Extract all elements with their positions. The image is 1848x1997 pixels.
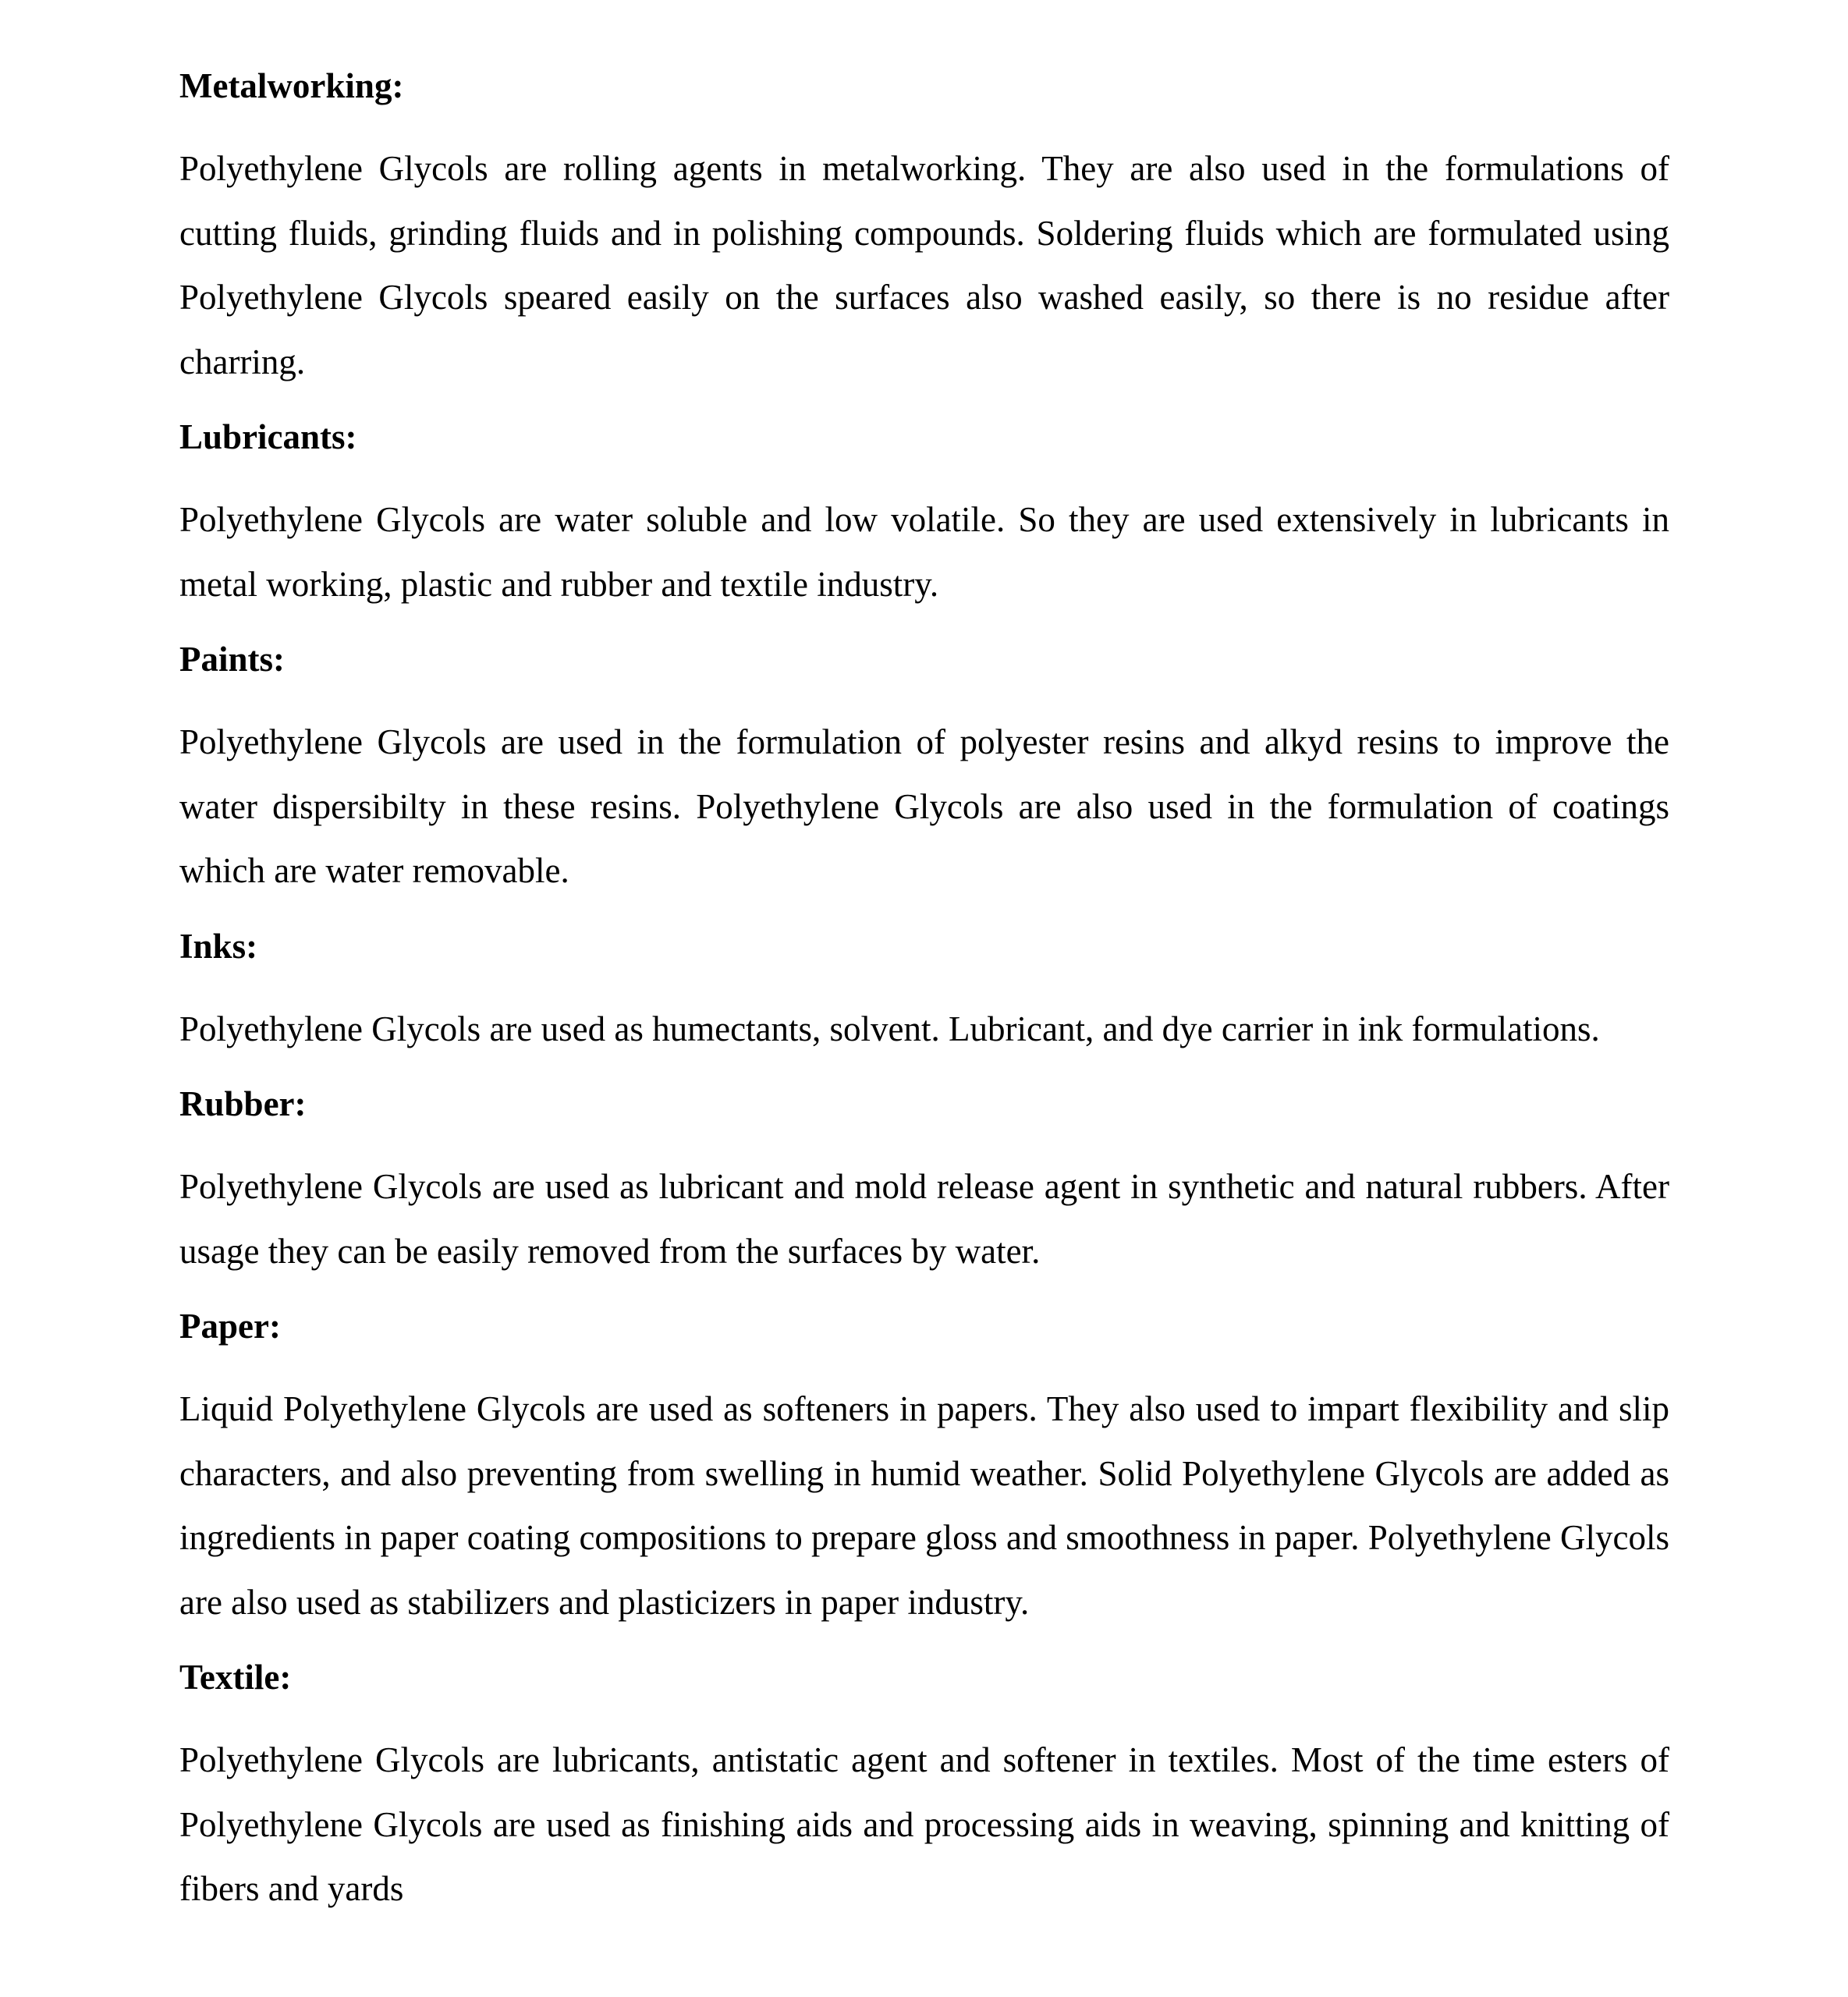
- document-page: [179, 62, 1669, 1941]
- paragraph-paper: Liquid Polyethylene Glycols are used as softeners in papers. They also used to impart flexibility and slip characters, and also preventing from swelling in humid weather. Solid Polyethylene Glycols are added as ingredients in paper coating compositions to prepare gloss and smoothness in paper. Polyethylene Glycols are also used as stabilizers and plasticizers in paper industry.: [179, 1389, 1669, 1622]
- paragraph-paints: Polyethylene Glycols are used in the formulation of polyester resins and alkyd resins to improve the water dispersibilty in these resins. Polyethylene Glycols are also used in the formulation of coatings which are water removable.: [179, 722, 1669, 890]
- paragraph-inks: Polyethylene Glycols are used as humectants, solvent. Lubricant, and dye carrier in ink formulations.: [179, 1009, 1600, 1048]
- paragraph-metalworking: Polyethylene Glycols are rolling agents in metalworking. They are also used in the formulations of cutting fluids, grinding fluids and in polishing compounds. Soldering fluids which are formulated using Polyethylene Glycols speared easily on the surfaces also washed easily, so there is no residue after charring.: [179, 149, 1669, 381]
- heading-paints: Paints:: [179, 640, 285, 679]
- paragraph-textile: Polyethylene Glycols are lubricants, antistatic agent and softener in textiles. Most of the time esters of Polyethylene Glycols are used as finishing aids and processing aids in weaving, spinning and knitting of fibers and yards: [179, 1740, 1669, 1908]
- paragraph-rubber: Polyethylene Glycols are used as lubricant and mold release agent in synthetic and natural rubbers. After usage they can be easily removed from the surfaces by water.: [179, 1167, 1669, 1271]
- heading-rubber: Rubber:: [179, 1084, 307, 1123]
- heading-textile: Textile:: [179, 1658, 292, 1697]
- heading-inks: Inks:: [179, 926, 258, 966]
- heading-metalworking: Metalworking:: [179, 66, 404, 105]
- heading-lubricants: Lubricants:: [179, 417, 357, 456]
- heading-paper: Paper:: [179, 1307, 281, 1346]
- paragraph-lubricants: Polyethylene Glycols are water soluble and low volatile. So they are used extensively in lubricants in metal working, plastic and rubber and textile industry.: [179, 500, 1669, 604]
